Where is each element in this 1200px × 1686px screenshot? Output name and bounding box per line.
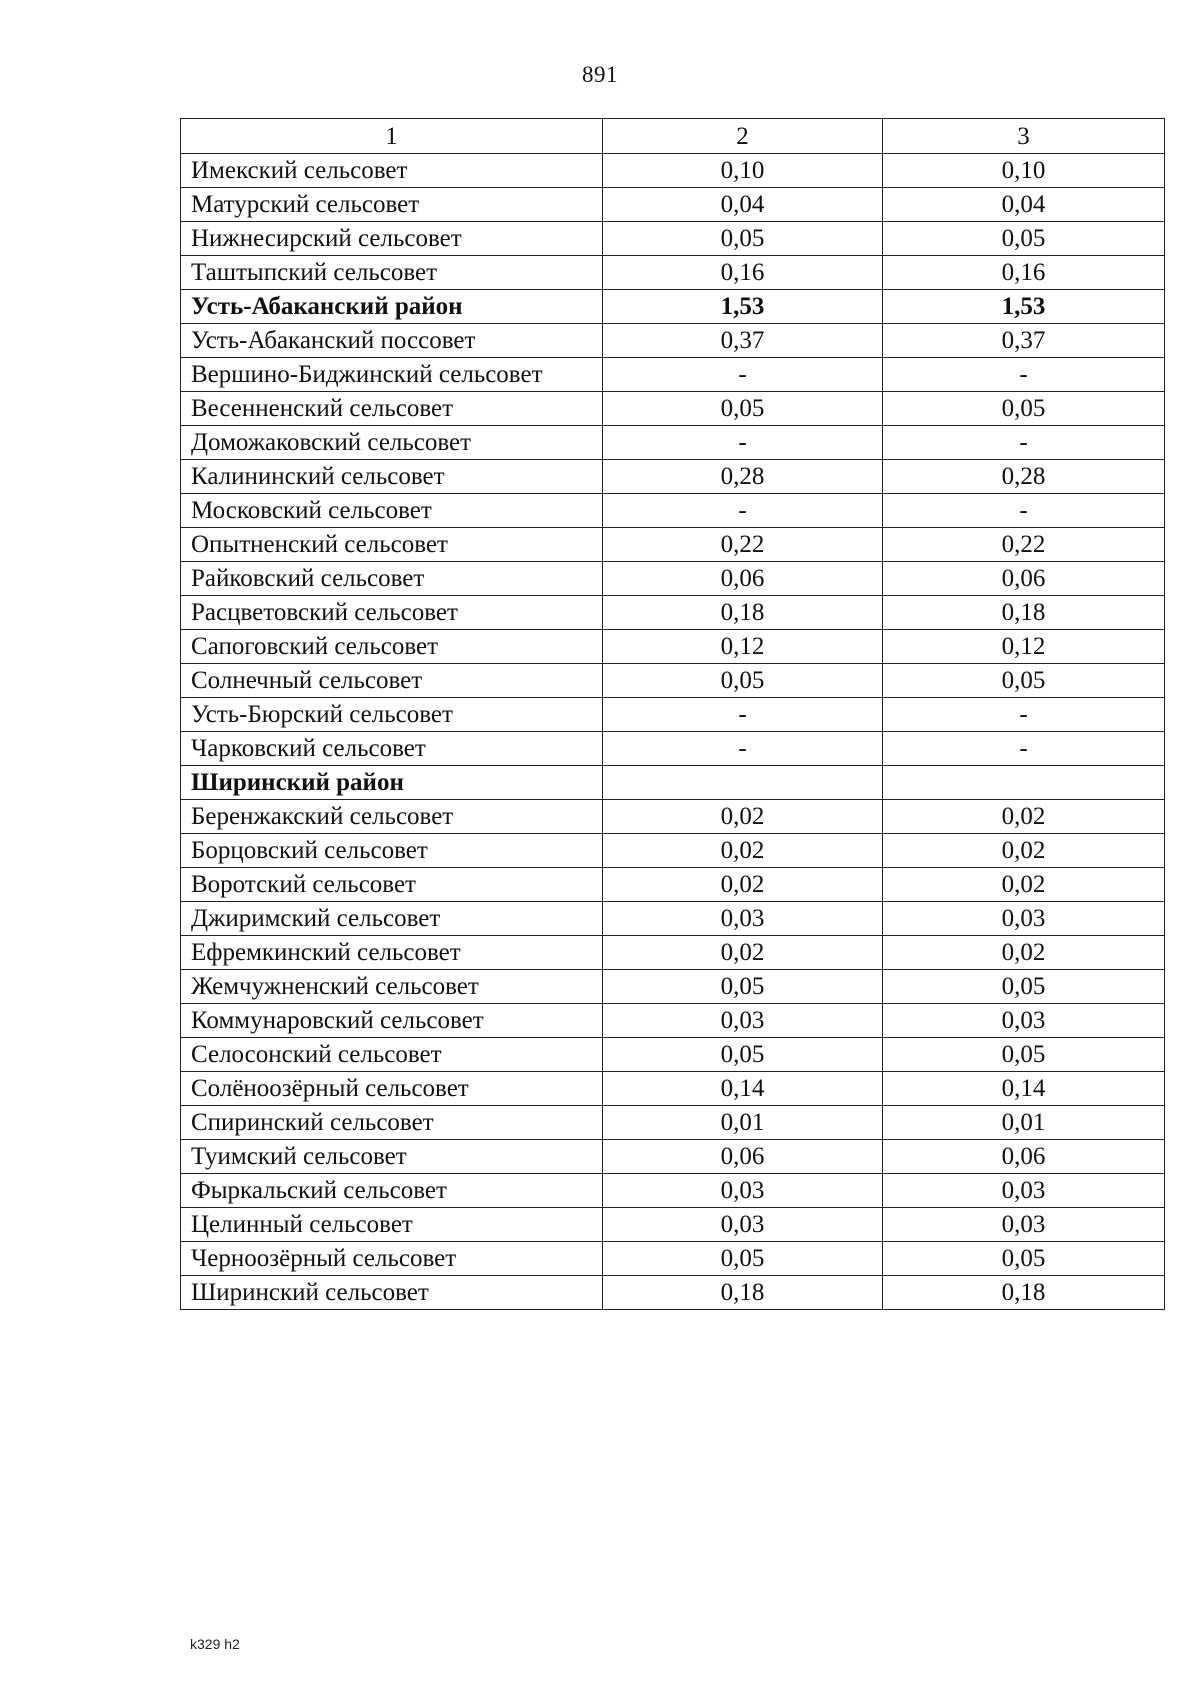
row-value-col2: 0,04 [603, 188, 883, 222]
row-name-cell: Солёноозёрный сельсовет [181, 1072, 603, 1106]
row-value-col2: 0,28 [603, 460, 883, 494]
table-row [181, 528, 1165, 562]
row-value-col2: 0,05 [603, 1242, 883, 1276]
row-value-col2: 0,05 [603, 1038, 883, 1072]
data-table [180, 118, 1165, 1310]
row-value-col3: 0,18 [883, 596, 1165, 630]
row-value-col3: 0,03 [883, 902, 1165, 936]
table-row [181, 902, 1165, 936]
row-value-col3: 0,16 [883, 256, 1165, 290]
row-value-col3: 0,05 [883, 1038, 1165, 1072]
table-row [181, 494, 1165, 528]
row-value-col2: 0,03 [603, 1174, 883, 1208]
row-value-col3: 0,22 [883, 528, 1165, 562]
row-name-cell: Жемчужненский сельсовет [181, 970, 603, 1004]
row-value-col2: - [603, 698, 883, 732]
row-value-col3: - [883, 732, 1165, 766]
table-body [181, 154, 1165, 1310]
table-row [181, 1174, 1165, 1208]
row-name-cell: Нижнесирский сельсовет [181, 222, 603, 256]
row-value-col2: 0,03 [603, 1004, 883, 1038]
row-name-cell: Беренжакский сельсовет [181, 800, 603, 834]
row-name-cell: Солнечный сельсовет [181, 664, 603, 698]
table-row [181, 256, 1165, 290]
row-name-cell: Райковский сельсовет [181, 562, 603, 596]
table-row [181, 290, 1165, 324]
row-name-cell: Усть-Абаканский район [181, 290, 603, 324]
table-row [181, 324, 1165, 358]
table-row [181, 630, 1165, 664]
row-value-col2: 0,06 [603, 1140, 883, 1174]
row-value-col3: - [883, 494, 1165, 528]
column-header-1: 1 [181, 119, 603, 154]
row-value-col3 [883, 766, 1165, 800]
table-row [181, 664, 1165, 698]
row-value-col2: 0,02 [603, 936, 883, 970]
table-row [181, 1276, 1165, 1310]
row-name-cell: Воротский сельсовет [181, 868, 603, 902]
row-name-cell: Ефремкинский сельсовет [181, 936, 603, 970]
row-name-cell: Селосонский сельсовет [181, 1038, 603, 1072]
column-header-2: 2 [603, 119, 883, 154]
row-name-cell: Борцовский сельсовет [181, 834, 603, 868]
table-row [181, 1106, 1165, 1140]
row-value-col3: 0,04 [883, 188, 1165, 222]
row-value-col3: 0,02 [883, 936, 1165, 970]
footer-code: k329 h2 [190, 1636, 240, 1652]
row-name-cell: Калининский сельсовет [181, 460, 603, 494]
row-value-col2: 0,16 [603, 256, 883, 290]
row-name-cell: Ширинский район [181, 766, 603, 800]
row-value-col2: 0,05 [603, 664, 883, 698]
row-name-cell: Фыркальский сельсовет [181, 1174, 603, 1208]
row-name-cell: Туимский сельсовет [181, 1140, 603, 1174]
row-value-col2: - [603, 426, 883, 460]
row-name-cell: Опытненский сельсовет [181, 528, 603, 562]
row-name-cell: Имекский сельсовет [181, 154, 603, 188]
row-value-col2 [603, 766, 883, 800]
row-value-col3: 0,18 [883, 1276, 1165, 1310]
table-row [181, 426, 1165, 460]
row-value-col2: 0,18 [603, 1276, 883, 1310]
table-row [181, 1242, 1165, 1276]
table-row [181, 358, 1165, 392]
table-row [181, 1004, 1165, 1038]
row-value-col2: 0,10 [603, 154, 883, 188]
row-value-col2: 0,14 [603, 1072, 883, 1106]
row-value-col2: 0,05 [603, 392, 883, 426]
row-value-col2: 0,18 [603, 596, 883, 630]
row-name-cell: Доможаковский сельсовет [181, 426, 603, 460]
row-value-col3: - [883, 698, 1165, 732]
table-row [181, 392, 1165, 426]
row-name-cell: Усть-Абаканский поссовет [181, 324, 603, 358]
row-value-col2: - [603, 732, 883, 766]
row-value-col2: 0,05 [603, 222, 883, 256]
table-row [181, 1208, 1165, 1242]
table-row [181, 460, 1165, 494]
row-name-cell: Коммунаровский сельсовет [181, 1004, 603, 1038]
table-row [181, 936, 1165, 970]
row-value-col3: 0,03 [883, 1174, 1165, 1208]
row-value-col2: 0,03 [603, 902, 883, 936]
table-row [181, 834, 1165, 868]
row-name-cell: Усть-Бюрский сельсовет [181, 698, 603, 732]
table-row [181, 970, 1165, 1004]
table-header-row [181, 119, 1165, 154]
row-value-col2: 0,02 [603, 868, 883, 902]
table-row [181, 766, 1165, 800]
table-row [181, 188, 1165, 222]
row-name-cell: Таштыпский сельсовет [181, 256, 603, 290]
row-name-cell: Матурский сельсовет [181, 188, 603, 222]
row-value-col2: 0,37 [603, 324, 883, 358]
table-header [181, 119, 1165, 154]
row-name-cell: Джиримский сельсовет [181, 902, 603, 936]
table-row [181, 1140, 1165, 1174]
row-value-col3: 1,53 [883, 290, 1165, 324]
row-value-col3: 0,03 [883, 1208, 1165, 1242]
table-row [181, 596, 1165, 630]
row-name-cell: Сапоговский сельсовет [181, 630, 603, 664]
table-row [181, 1038, 1165, 1072]
row-value-col2: 0,12 [603, 630, 883, 664]
row-value-col3: 0,06 [883, 562, 1165, 596]
table-row [181, 698, 1165, 732]
table-row [181, 154, 1165, 188]
row-value-col2: 0,03 [603, 1208, 883, 1242]
row-value-col3: 0,05 [883, 970, 1165, 1004]
table-row [181, 562, 1165, 596]
row-value-col2: - [603, 494, 883, 528]
row-name-cell: Расцветовский сельсовет [181, 596, 603, 630]
row-value-col2: - [603, 358, 883, 392]
row-value-col3: 0,03 [883, 1004, 1165, 1038]
row-value-col3: 0,05 [883, 1242, 1165, 1276]
page-number: 891 [582, 62, 618, 87]
row-value-col2: 0,06 [603, 562, 883, 596]
row-value-col2: 1,53 [603, 290, 883, 324]
row-value-col2: 0,05 [603, 970, 883, 1004]
row-value-col2: 0,02 [603, 834, 883, 868]
row-name-cell: Чарковский сельсовет [181, 732, 603, 766]
row-value-col3: 0,37 [883, 324, 1165, 358]
row-value-col3: 0,14 [883, 1072, 1165, 1106]
row-value-col3: 0,01 [883, 1106, 1165, 1140]
row-value-col3: 0,28 [883, 460, 1165, 494]
row-name-cell: Целинный сельсовет [181, 1208, 603, 1242]
row-value-col3: 0,05 [883, 392, 1165, 426]
row-value-col3: - [883, 426, 1165, 460]
row-value-col3: 0,02 [883, 868, 1165, 902]
table-row [181, 732, 1165, 766]
column-header-3: 3 [883, 119, 1165, 154]
row-value-col3: 0,06 [883, 1140, 1165, 1174]
table-row [181, 868, 1165, 902]
row-value-col3: 0,02 [883, 800, 1165, 834]
row-value-col3: - [883, 358, 1165, 392]
row-name-cell: Ширинский сельсовет [181, 1276, 603, 1310]
row-name-cell: Спиринский сельсовет [181, 1106, 603, 1140]
row-value-col3: 0,05 [883, 222, 1165, 256]
table-row [181, 1072, 1165, 1106]
row-value-col2: 0,01 [603, 1106, 883, 1140]
row-value-col3: 0,02 [883, 834, 1165, 868]
row-name-cell: Черноозёрный сельсовет [181, 1242, 603, 1276]
row-name-cell: Вершино-Биджинский сельсовет [181, 358, 603, 392]
row-value-col3: 0,12 [883, 630, 1165, 664]
table-row [181, 222, 1165, 256]
row-value-col2: 0,02 [603, 800, 883, 834]
row-value-col3: 0,10 [883, 154, 1165, 188]
row-value-col2: 0,22 [603, 528, 883, 562]
table-row [181, 800, 1165, 834]
row-name-cell: Весенненский сельсовет [181, 392, 603, 426]
row-value-col3: 0,05 [883, 664, 1165, 698]
row-name-cell: Московский сельсовет [181, 494, 603, 528]
